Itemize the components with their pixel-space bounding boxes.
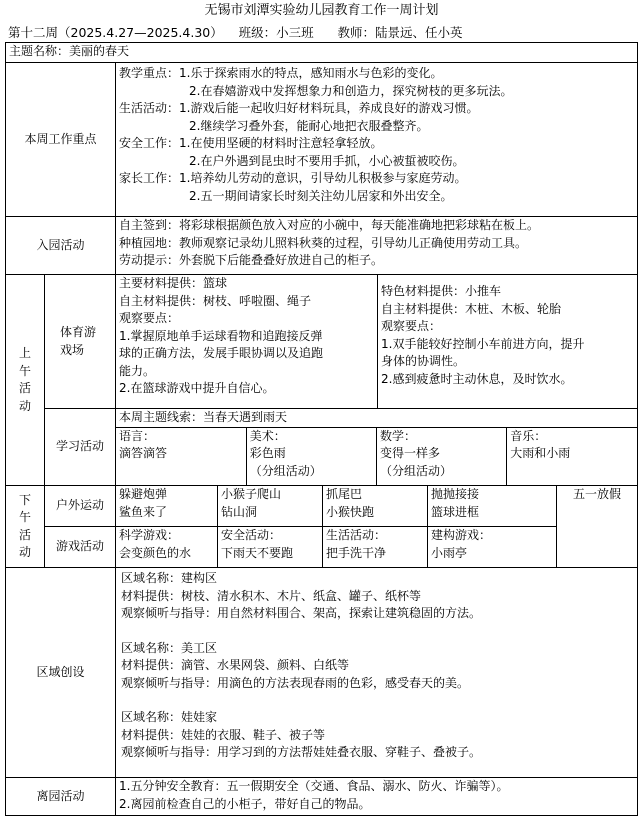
learning-label: 学习活动	[45, 409, 116, 486]
learning-grid	[116, 409, 637, 485]
sports-line: 自主材料提供：树枝、呼啦圈、绳子	[119, 293, 312, 308]
sports-right	[378, 275, 638, 409]
focus-line: 2.在春嬉游戏中发挥想象力和创造力，探究树枝的更多玩法。	[189, 83, 513, 98]
focus-line: 生活活动：1.游戏后能一起收归好材料玩具，养成良好的游戏习惯。	[119, 101, 479, 115]
areas-label: 区域创设	[6, 568, 116, 778]
sports-line: 身体的协调性。	[381, 354, 466, 368]
theme-name: 主题名称：美丽的春天	[6, 43, 638, 63]
departure-label: 离园活动	[6, 778, 116, 816]
sports-line: 自主材料提供：木桩、木板、轮胎	[381, 301, 562, 316]
games-label: 游戏活动	[45, 527, 116, 568]
sports-line: 主要材料提供：篮球	[119, 276, 228, 290]
outdoor-cell: 躲避炮弹 鲨鱼来了	[116, 486, 218, 526]
sports-line: 2.感到疲惫时主动休息，及时饮水。	[381, 371, 573, 386]
outdoor-content	[116, 486, 557, 527]
sports-line: 2.在篮球游戏中提升自信心。	[119, 381, 275, 395]
games-row	[6, 527, 638, 568]
theme-thread: 本周主题线索：当春天遇到雨天	[116, 409, 637, 427]
sports-line: 观察要点：	[381, 319, 442, 333]
outdoor-cell: 抓尾巴 小猴快跑	[323, 486, 428, 526]
departure-row	[6, 778, 638, 816]
focus-line: 2.五一期间请家长时刻关注幼儿居家和外出安全。	[189, 188, 453, 203]
games-cell: 生活活动： 把手洗干净	[323, 527, 428, 567]
weekly-focus-label: 本周工作重点	[6, 63, 116, 217]
departure-line: 2.离园前检查自己的小柜子，带好自己的物品。	[119, 796, 371, 811]
plan-table	[5, 42, 638, 816]
holiday-note: 五一放假	[557, 486, 638, 568]
zone-materials: 材料提供：树枝、清水积木、木片、纸盒、罐子、纸杯等	[121, 588, 422, 603]
departure-line: 1.五分钟安全教育：五一假期安全（交通、食品、溺水、防火、诈骗等）。	[119, 779, 509, 793]
learning-row	[6, 409, 638, 486]
sports-row	[6, 275, 638, 409]
learning-cell-math: 数学： 变得一样多 （分组活动）	[377, 427, 507, 485]
plan-subheader	[8, 24, 463, 42]
sports-line: 1.掌握原地单手运球看物和追跑接反弹	[119, 328, 323, 343]
zone-name: 区域名称：娃娃家	[121, 710, 218, 724]
sports-label: 体育游戏场	[45, 275, 116, 409]
sports-line: 能力。	[119, 363, 156, 378]
focus-line: 2.继续学习叠外套，能耐心地把衣服叠整齐。	[189, 118, 429, 133]
outdoor-cell: 抛抛接接 篮球进框	[431, 487, 480, 519]
focus-line: 家长工作：1.培养幼儿劳动的意识，引导幼儿积极参与家庭劳动。	[119, 171, 467, 185]
arrival-row	[6, 217, 638, 275]
weekly-focus-row	[6, 63, 638, 217]
games-cell: 科学游戏： 会变颜色的水	[116, 527, 218, 567]
arrival-content	[116, 217, 638, 275]
sports-line: 特色材料提供：小推车	[381, 284, 502, 298]
focus-line: 教学重点：1.乐于探索雨水的特点，感知雨水与色彩的变化。	[119, 66, 443, 80]
afternoon-label: 下午活动	[6, 486, 45, 568]
zone-guide: 观察倾听与指导：用滴色的方法表现春雨的色彩，感受春天的美。	[121, 675, 470, 690]
sports-line: 观察要点：	[119, 311, 180, 325]
areas-content	[116, 568, 638, 778]
arrival-line: 种植园地：教师观察记录幼儿照料秋葵的过程，引导幼儿正确使用劳动工具。	[119, 235, 528, 250]
arrival-label: 入园活动	[6, 217, 116, 275]
focus-line: 2.在户外遇到昆虫时不要用手抓，小心被蜇被咬伤。	[189, 153, 465, 168]
arrival-line: 自主签到：将彩球根据颜色放入对应的小碗中，每天能准确地把彩球粘在板上。	[119, 218, 540, 232]
zone-guide: 观察倾听与指导：用学习到的方法帮娃娃叠衣服、穿鞋子、叠被子。	[121, 745, 482, 759]
page-title: 无锡市刘潭实验幼儿园教育工作一周计划	[204, 3, 439, 18]
week-label: 第十二周（2025.4.27—2025.4.30）	[8, 25, 223, 40]
zone-name: 区域名称：美工区	[121, 640, 218, 655]
games-content	[116, 527, 557, 568]
zone-materials: 材料提供：滴管、水果网袋、颜料、白纸等	[121, 658, 350, 672]
sports-left	[116, 275, 378, 409]
learning-cell-language: 语言： 滴答滴答	[116, 427, 246, 485]
games-cell: 建构游戏： 小雨亭	[431, 528, 492, 560]
zone-name: 区域名称：建构区	[121, 571, 218, 585]
areas-row	[6, 568, 638, 778]
theme-row	[6, 43, 638, 63]
learning-cell-music: 音乐： 大雨和小雨	[507, 427, 637, 485]
outdoor-row	[6, 486, 638, 527]
learning-cell-art: 美术： 彩色雨 （分组活动）	[246, 427, 376, 485]
morning-label: 上午活动	[6, 275, 45, 486]
zone-guide: 观察倾听与指导：用自然材料围合、架高，探索让建筑稳固的方法。	[121, 606, 482, 620]
sports-line: 1.双手能较好控制小车前进方向，提升	[381, 336, 585, 351]
departure-content	[116, 778, 638, 816]
outdoor-label: 户外运动	[45, 486, 116, 527]
learning-content	[116, 409, 638, 486]
sports-line: 球的正确方法，发展手眼协调以及追跑	[119, 346, 324, 360]
games-cell: 安全活动： 下雨天不要跑	[218, 527, 323, 567]
zone-materials: 材料提供：娃娃的衣服、鞋子、被子等	[121, 727, 326, 742]
teacher-label: 教师：陆景远、任小英	[337, 25, 463, 40]
class-label: 班级：小三班	[238, 25, 314, 40]
arrival-line: 劳动提示：外套脱下后能叠叠好放进自己的柜子。	[119, 253, 384, 267]
weekly-focus-content	[116, 63, 638, 217]
focus-line: 安全工作：1.在使用坚硬的材料时注意轻拿轻放。	[119, 136, 383, 150]
outdoor-cell: 小猴子爬山 钻山洞	[218, 486, 323, 526]
